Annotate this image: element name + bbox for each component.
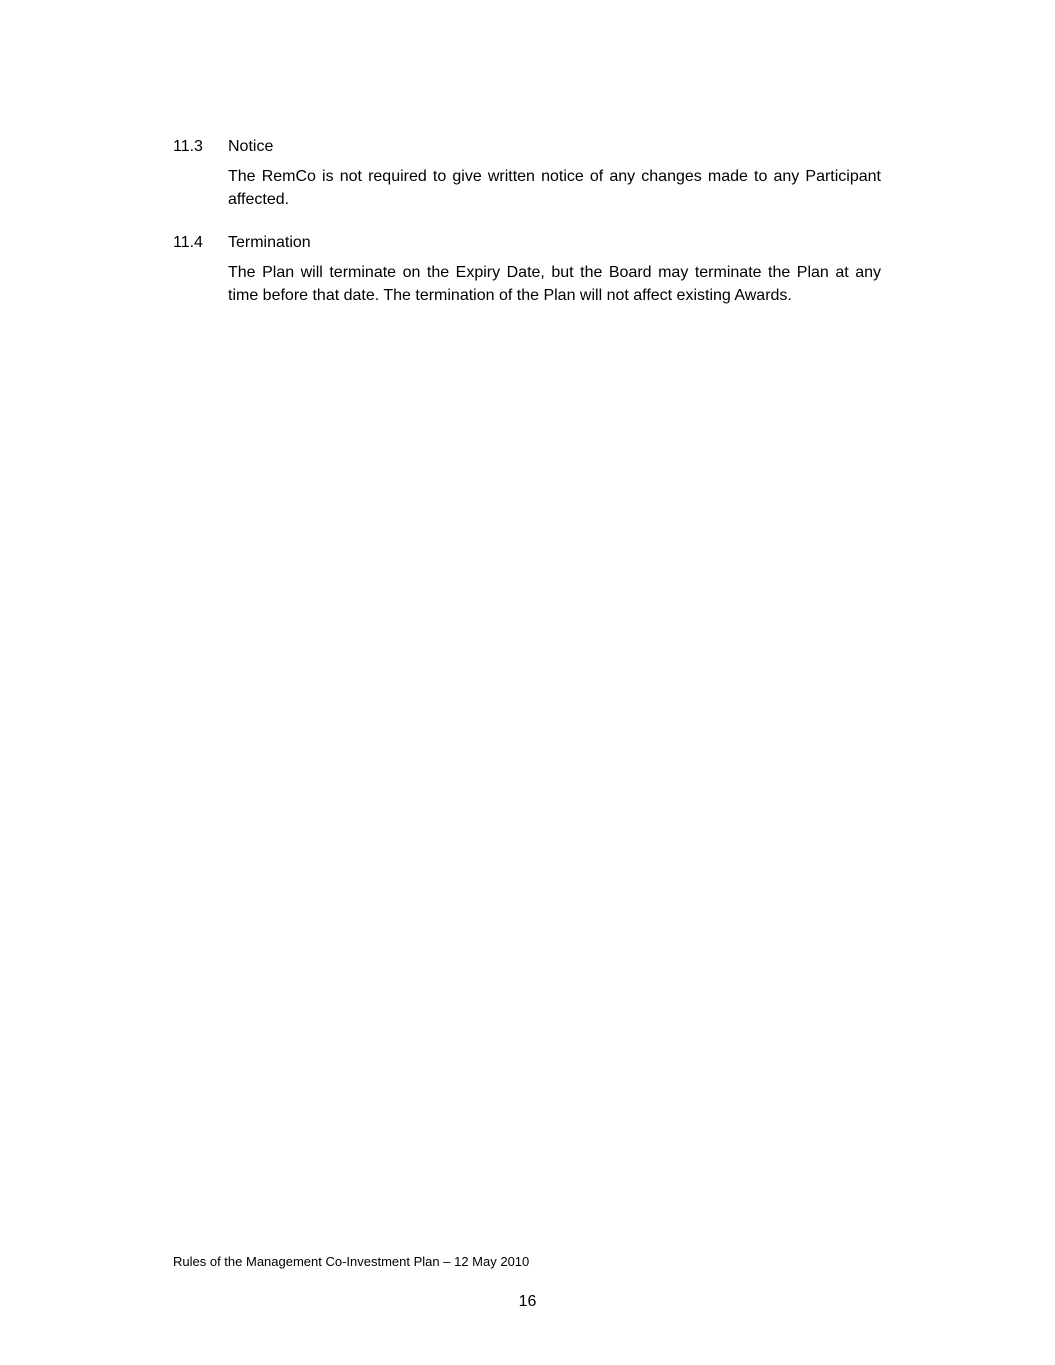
clause-number: 11.4	[173, 234, 203, 251]
clause-11-4	[173, 233, 881, 307]
clause-body: The Plan will terminate on the Expiry Date, but the Board may terminate the Plan at any time before that date. The termination of the Plan will not affect existing Awards.	[228, 264, 881, 304]
clause-body: The RemCo is not required to give written notice of any changes made to any Participant affected.	[228, 168, 881, 208]
footer-document-title: Rules of the Management Co-Investment Plan – 12 May 2010	[173, 1254, 530, 1269]
clause-number: 11.3	[173, 138, 203, 155]
clause-title: Notice	[228, 138, 274, 155]
clause-title: Termination	[228, 234, 311, 251]
clause-11-3	[173, 137, 881, 211]
clause-heading	[173, 233, 881, 253]
clause-heading	[173, 137, 881, 157]
page-number: 16	[518, 1293, 537, 1310]
